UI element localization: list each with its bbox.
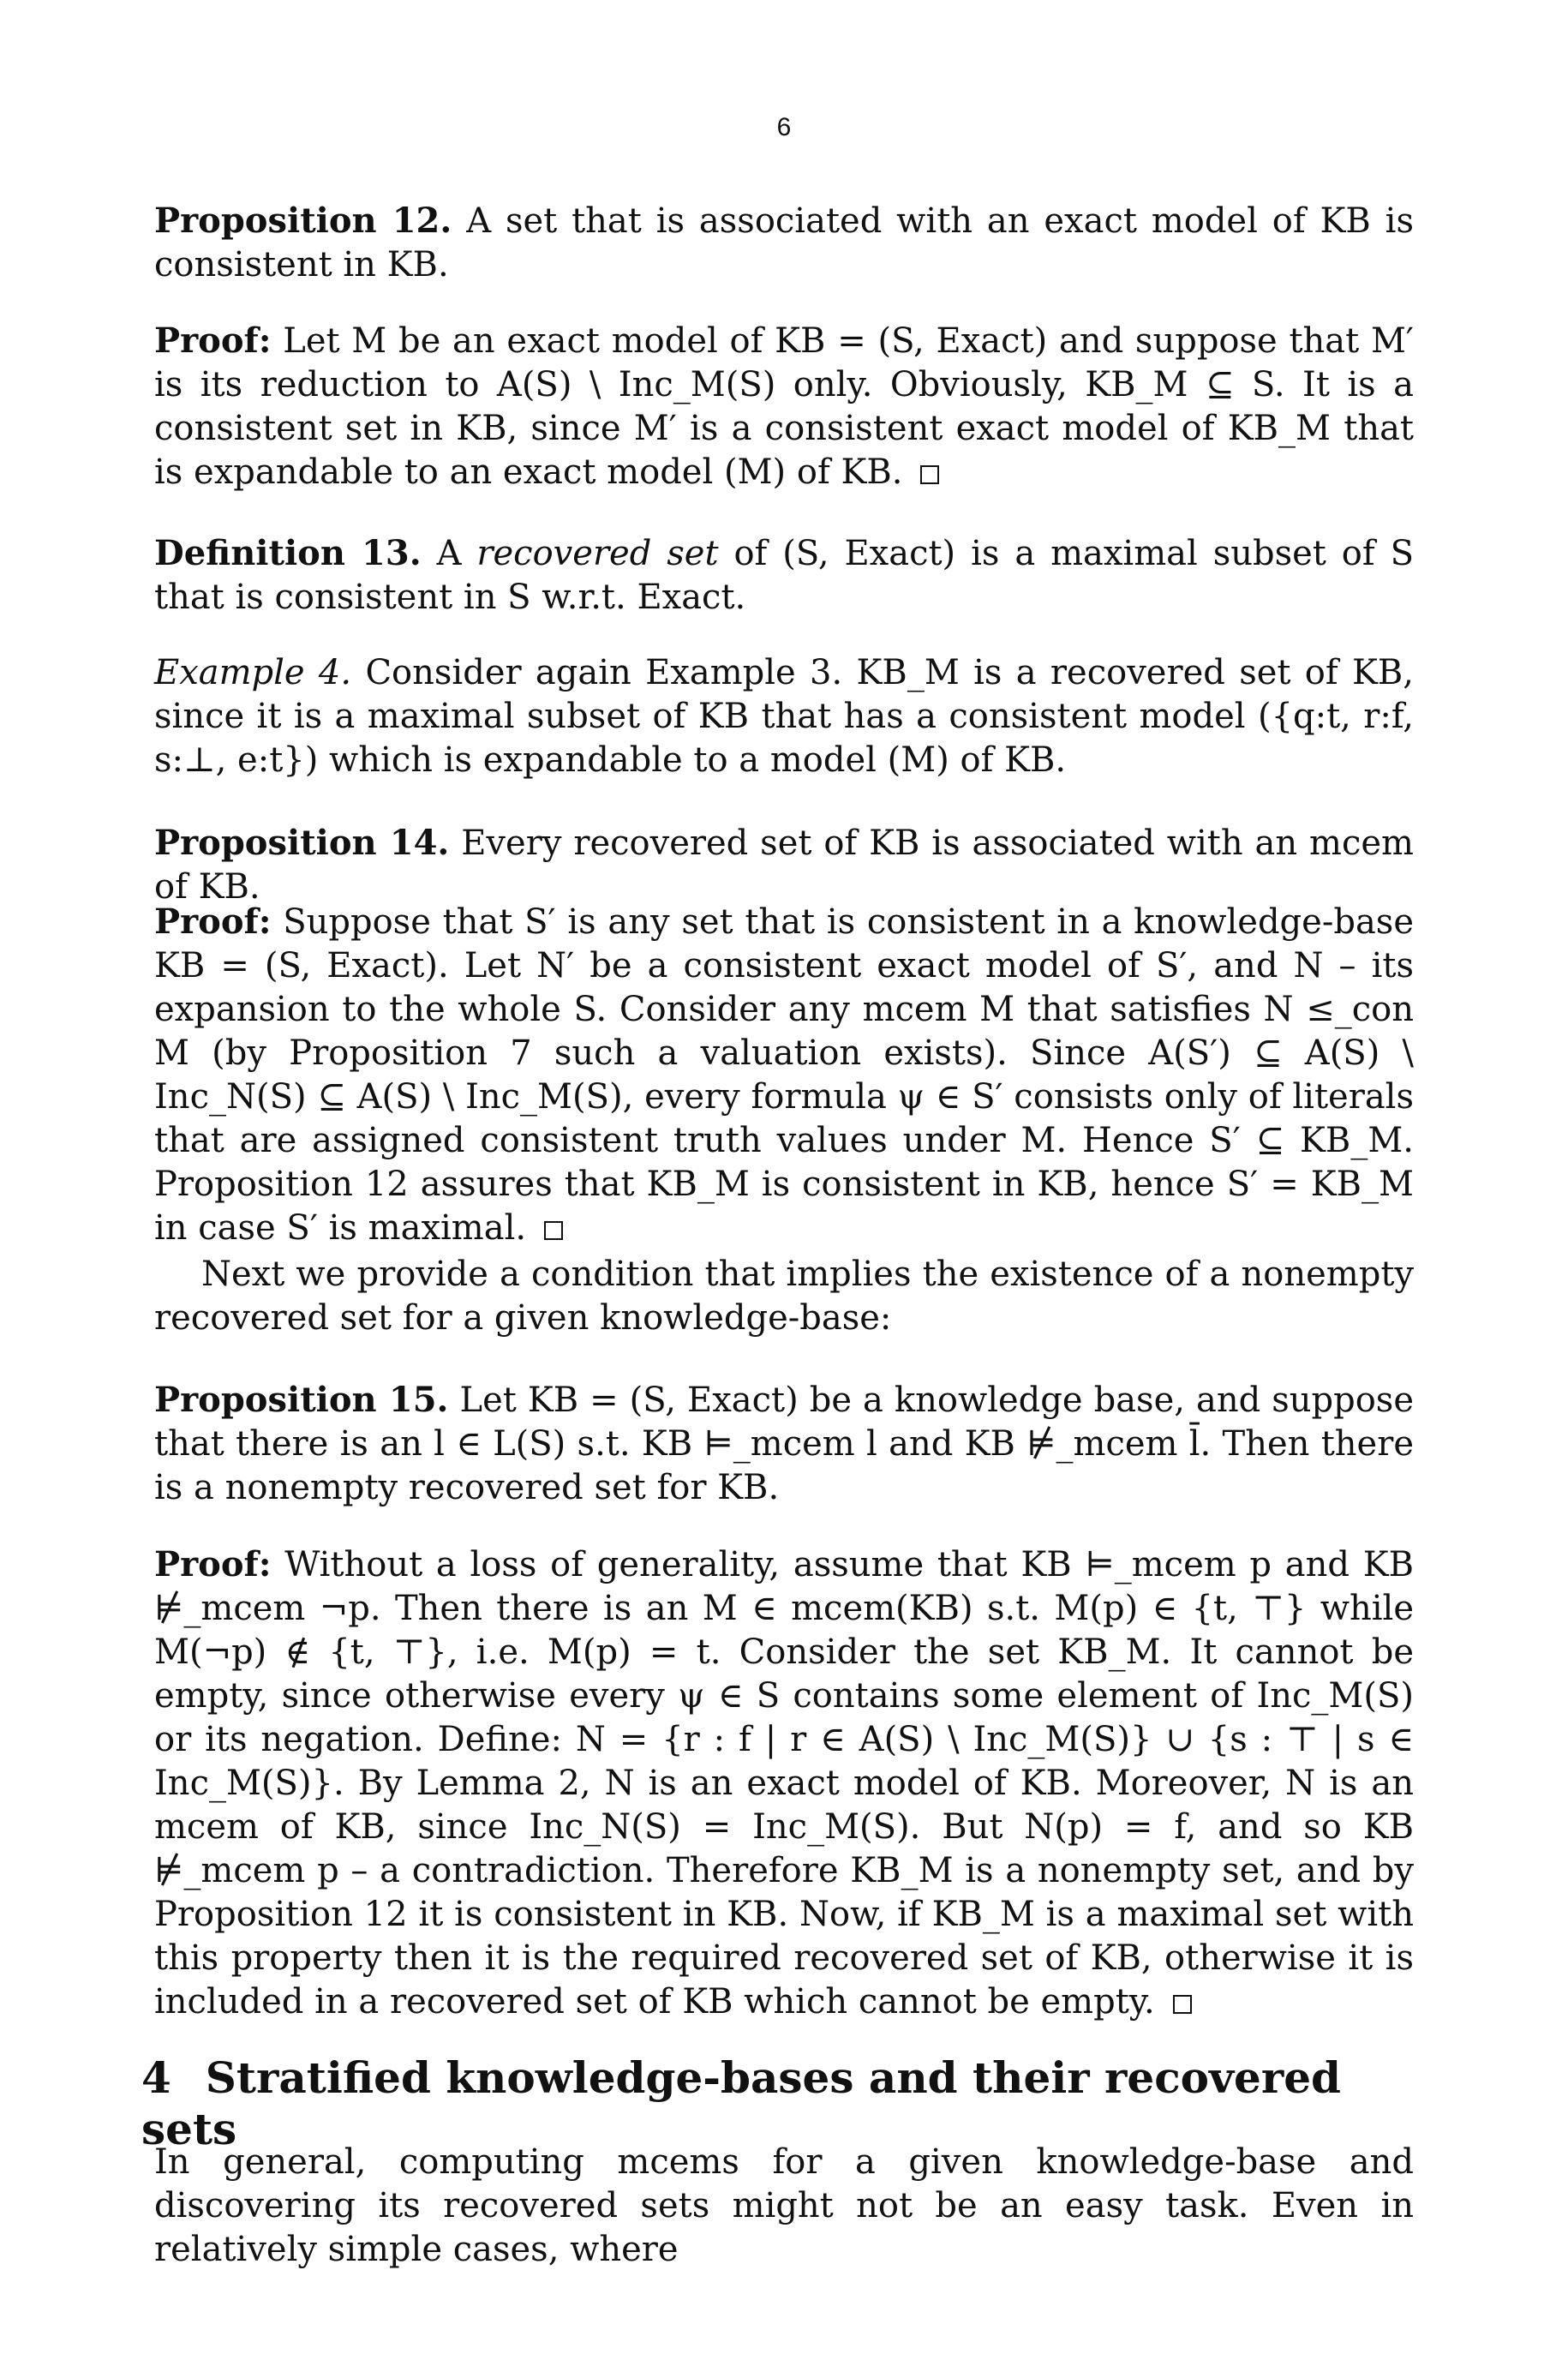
- section-4-title: Stratified knowledge-bases and their recovered sets: [141, 2052, 1341, 2154]
- section-4-paragraph-text: In general, computing mcems for a given knowledge-base and discovering its recovered sets might not be an easy task. Even in relatively simple cases, where: [154, 2142, 1414, 2269]
- qed-icon: [1173, 1995, 1192, 2014]
- proof-12-heading: Proof:: [154, 320, 272, 361]
- section-4-number: 4: [141, 2052, 171, 2103]
- proof-15-heading: Proof:: [154, 1544, 272, 1584]
- example-4: [154, 651, 1414, 782]
- definition-13-text: of (S, Exact) is a maximal subset of S that is consistent in S w.r.t. Exact.: [154, 534, 1414, 617]
- proposition-12-text: A set that is associated with an exact model of KB is consistent in KB.: [154, 201, 1414, 285]
- proposition-12-heading: Proposition 12.: [154, 201, 452, 241]
- proof-15-text: Without a loss of generality, assume that KB ⊨_mcem p and KB ⊭_mcem ¬p. Then there is an M ∈ mcem(KB) s.t. M(p) ∈ {t, ⊤} while M(¬p) ∉ {t, ⊤}, i.e. M(p) = t. Consider the set KB_M. It cannot be empty, since otherwise every ψ ∈ S contains some element of Inc_M(S) or its negation. Define: N = {r : f | r ∈ A(S) \ Inc_M(S)} ∪ {s : ⊤ | s ∈ Inc_M(S)}. By Lemma 2, N is an exact model of KB. Moreover, N is an mcem of KB, since Inc_N(S) = Inc_M(S). But N(p) = f, and so KB ⊭_mcem p – a contradiction. Therefore KB_M is a nonempty set, and by Proposition 12 it is consistent in KB. Now, if KB_M is a maximal set with this property then it is the required recovered set of KB, otherwise it is included in a recovered set of KB which cannot be empty.: [154, 1545, 1414, 2022]
- proposition-12: [154, 199, 1414, 287]
- example-4-text: Consider again Example 3. KB_M is a recovered set of KB, since it is a maximal subset of KB that has a consistent model ({q:t, r:f, s:⊥, e:t}) which is expandable to a model (M) of KB.: [154, 653, 1414, 780]
- proof-12-text: Let M be an exact model of KB = (S, Exact) and suppose that M′ is its reduction to A(S) \ Inc_M(S) only. Obviously, KB_M ⊆ S. It is a consistent set in KB, since M′ is a consistent exact model of KB_M that is expandable to an exact model (M) of KB.: [154, 321, 1414, 492]
- proof-14-text: Suppose that S′ is any set that is consistent in a knowledge-base KB = (S, Exact). Let N′ be a consistent exact model of S′, and N – its expansion to the whole S. Consider any mcem M that satisfies N ≤_con M (by Proposition 7 such a valuation exists). Since A(S′) ⊆ A(S) \ Inc_N(S) ⊆ A(S) \ Inc_M(S), every formula ψ ∈ S′ consists only of literals that are assigned consistent truth values under M. Hence S′ ⊆ KB_M. Proposition 12 assures that KB_M is consistent in KB, hence S′ = KB_M in case S′ is maximal.: [154, 902, 1414, 1248]
- proposition-15: [154, 1378, 1414, 1510]
- proof-12: [154, 319, 1414, 494]
- proof-14-heading: Proof:: [154, 901, 272, 942]
- proposition-15-heading: Proposition 15.: [154, 1380, 449, 1420]
- page-number: 6: [776, 113, 792, 141]
- definition-13-lead: A: [436, 534, 462, 573]
- proposition-15-text: Let KB = (S, Exact) be a knowledge base, and suppose that there is an l ∈ L(S) s.t. KB ⊨_mcem l and KB ⊭_mcem l̄. Then there is a nonempty recovered set for KB.: [154, 1381, 1415, 1507]
- proposition-14: [154, 821, 1414, 909]
- proposition-14-heading: Proposition 14.: [154, 823, 450, 863]
- example-4-heading: Example 4.: [154, 653, 352, 692]
- proof-15: [154, 1542, 1414, 2024]
- definition-13: [154, 531, 1414, 620]
- qed-icon: [544, 1221, 563, 1240]
- proposition-14-text: Every recovered set of KB is associated with an mcem of KB.: [154, 824, 1414, 907]
- section-4-heading: [141, 2052, 1427, 2155]
- definition-13-heading: Definition 13.: [154, 533, 422, 573]
- paragraph-next: [154, 1253, 1414, 1340]
- proof-14: [154, 900, 1414, 1250]
- section-4-paragraph: [154, 2141, 1414, 2272]
- qed-icon: [920, 465, 939, 484]
- paragraph-next-text: Next we provide a condition that implies the existence of a nonempty recovered set for a given knowledge-base:: [154, 1255, 1414, 1338]
- definition-13-term: recovered set: [476, 534, 719, 573]
